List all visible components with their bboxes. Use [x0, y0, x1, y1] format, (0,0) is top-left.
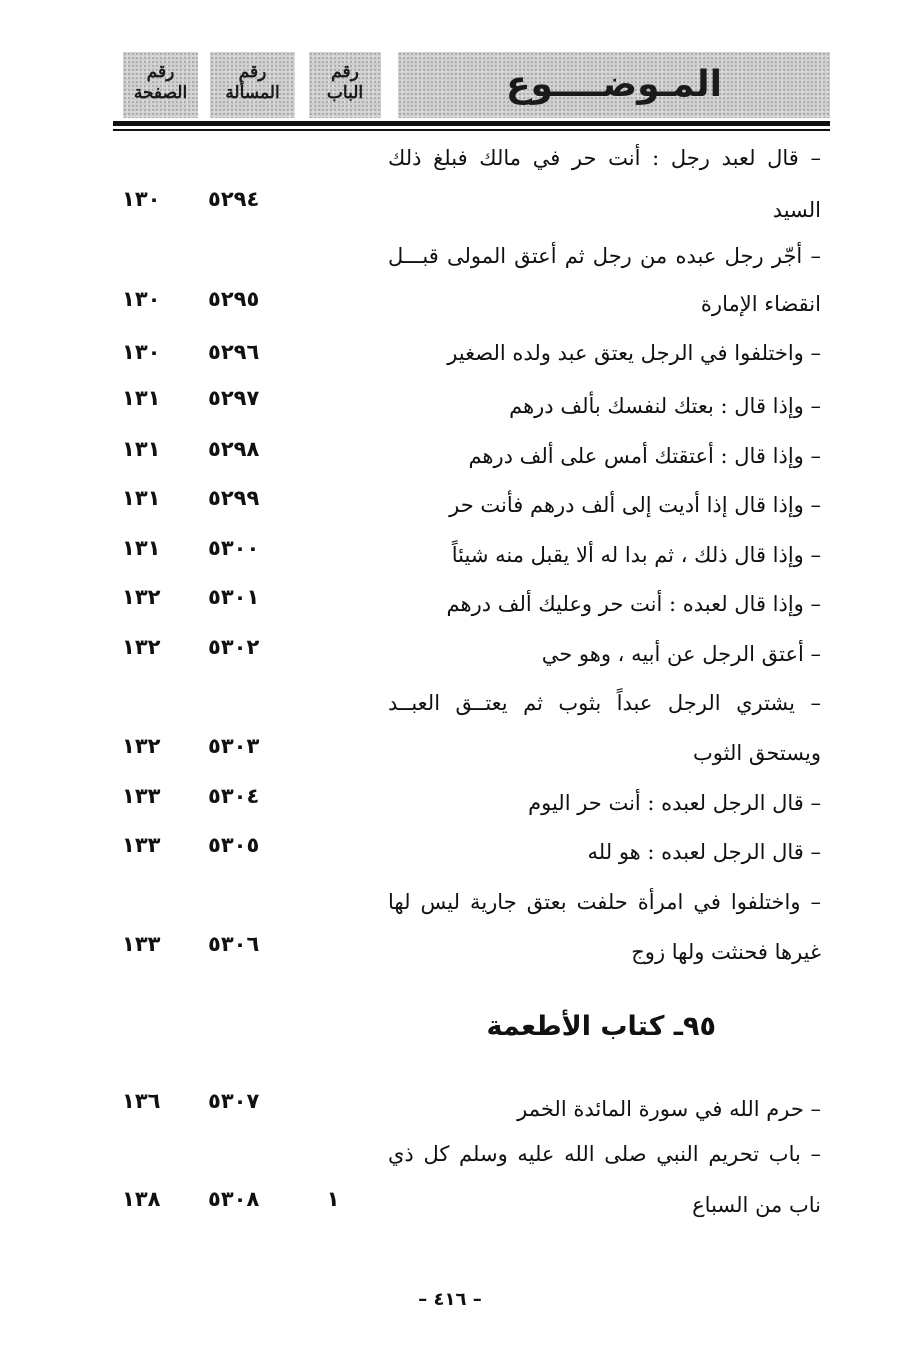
page-reference: ١٣٣ [122, 932, 161, 956]
header-topic-column [398, 52, 830, 118]
header-chapter-column [309, 52, 381, 118]
entry-text: – قال الرجل لعبده : أنت حر اليوم [528, 791, 821, 815]
page-reference: ١٣١ [122, 486, 161, 510]
issue-number: ٥٣٠٧ [208, 1089, 260, 1113]
page-reference: ١٣٦ [122, 1089, 161, 1113]
header-issue-label-1: رقم [238, 62, 267, 82]
entry-text: – قال لعبد رجل : أنت حر في مالك فبلغ ذلك [388, 146, 821, 170]
issue-number: ٥٣٠٥ [208, 833, 260, 857]
header-issue-column [210, 52, 295, 118]
header-page-column [123, 52, 198, 118]
header-rule-thin [113, 129, 830, 131]
entry-text: – أعتق الرجل عن أبيه ، وهو حي [541, 642, 821, 666]
entry-text: – قال الرجل لعبده : هو لله [587, 840, 821, 864]
page-reference: ١٣٢ [122, 635, 161, 659]
entry-text: – وإذا قال : بعتك لنفسك بألف درهم [509, 394, 821, 418]
entry-text: – واختلفوا في الرجل يعتق عبد ولده الصغير [447, 341, 821, 365]
issue-number: ٥٣٠٣ [208, 734, 260, 758]
header-rule-thick [113, 121, 830, 126]
issue-number: ٥٣٠٦ [208, 932, 260, 956]
issue-number: ٥٣٠٢ [208, 635, 260, 659]
issue-number: ٥٢٩٥ [208, 287, 260, 311]
issue-number: ٥٢٩٧ [208, 386, 260, 410]
entry-text: – وإذا قال إذا أديت إلى ألف درهم فأنت حر [449, 493, 821, 517]
entry-text-continued: ناب من السباع [692, 1193, 821, 1217]
entry-text-continued: السيد [772, 198, 821, 222]
header-topic-label: المـوضــــوع [505, 64, 723, 105]
section-title: ٩٥ـ كتاب الأطعمة [486, 1011, 716, 1042]
page-reference: ١٣٢ [122, 585, 161, 609]
chapter-number: ١ [326, 1187, 340, 1211]
issue-number: ٥٢٩٦ [208, 340, 260, 364]
issue-number: ٥٢٩٨ [208, 437, 260, 461]
header-page-label-2: الصفحة [133, 83, 188, 103]
entry-text-continued: انقضاء الإمارة [700, 292, 821, 316]
entry-text: – أجّر رجل عبده من رجل ثم أعتق المولى قبـــل [388, 244, 821, 268]
entry-text: – وإذا قال لعبده : أنت حر وعليك ألف درهم [446, 592, 821, 616]
entry-text: – يشتري الرجل عبداً بثوب ثم يعتــق العبــد [388, 691, 821, 715]
page-reference: ١٣١ [122, 536, 161, 560]
page-reference: ١٣٢ [122, 734, 161, 758]
entry-text-continued: غيرها فحنثت ولها زوج [631, 940, 821, 964]
entry-text: – وإذا قال : أعتقتك أمس على ألف درهم [468, 444, 821, 468]
issue-number: ٥٣٠١ [208, 585, 260, 609]
page-reference: ١٣٨ [122, 1187, 161, 1211]
entry-text: – واختلفوا في امرأة حلفت بعتق جارية ليس لها [388, 890, 821, 914]
issue-number: ٥٢٩٤ [208, 187, 260, 211]
page-reference: ١٣٠ [122, 340, 161, 364]
page-reference: ١٣١ [122, 437, 161, 461]
page-number: – ٤١٦ – [418, 1289, 482, 1310]
page-reference: ١٣٠ [122, 187, 161, 211]
entry-text: – باب تحريم النبي صلى الله عليه وسلم كل ذي [388, 1142, 821, 1166]
header-chapter-label-2: الباب [326, 83, 364, 103]
header-chapter-label-1: رقم [331, 62, 359, 82]
page-reference: ١٣٠ [122, 287, 161, 311]
page-reference: ١٣٣ [122, 833, 161, 857]
entry-text-continued: ويستحق الثوب [693, 741, 821, 765]
header-issue-label-2: المسألة [225, 83, 280, 103]
page-reference: ١٣٣ [122, 784, 161, 808]
issue-number: ٥٣٠٤ [208, 784, 260, 808]
page-reference: ١٣١ [122, 386, 161, 410]
entry-text: – حرم الله في سورة المائدة الخمر [517, 1097, 821, 1121]
issue-number: ٥٣٠٨ [208, 1187, 260, 1211]
issue-number: ٥٣٠٠ [208, 536, 260, 560]
issue-number: ٥٢٩٩ [208, 486, 260, 510]
header-page-label-1: رقم [146, 62, 175, 82]
entry-text: – وإذا قال ذلك ، ثم بدا له ألا يقبل منه شيئاً [451, 543, 821, 567]
